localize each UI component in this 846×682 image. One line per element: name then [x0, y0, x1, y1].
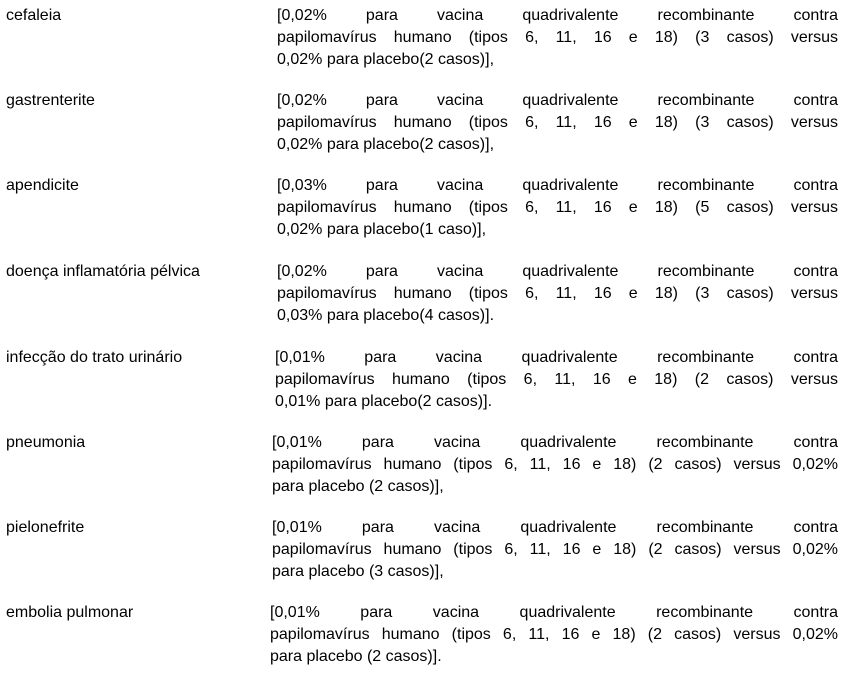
- event-description: [277, 261, 838, 327]
- description-line: para placebo (2 casos)].: [270, 648, 442, 665]
- event-term: cefaleia: [6, 7, 62, 24]
- description-line: papilomavírus humano (tipos 6, 11, 16 e 18) (2 casos) versus: [275, 371, 838, 388]
- list-item: [0, 175, 846, 245]
- description-line: para placebo (2 casos)],: [272, 478, 444, 495]
- description-line: 0,02% para placebo(2 casos)],: [277, 136, 495, 153]
- description-line: papilomavírus humano (tipos 6, 11, 16 e 18) (2 casos) versus 0,02%: [272, 456, 838, 473]
- description-line: papilomavírus humano (tipos 6, 11, 16 e 18) (2 casos) versus 0,02%: [270, 626, 838, 643]
- description-line: [0,01% para vacina quadrivalente recombinante contra: [275, 349, 838, 366]
- list-item: [0, 517, 846, 587]
- description-line: 0,03% para placebo(4 casos)].: [277, 307, 495, 324]
- description-line: [0,03% para vacina quadrivalente recombinante contra: [277, 177, 838, 194]
- description-line: [0,02% para vacina quadrivalente recombinante contra: [277, 263, 838, 280]
- description-line: papilomavírus humano (tipos 6, 11, 16 e 18) (3 casos) versus: [277, 285, 838, 302]
- event-term: pielonefrite: [6, 519, 85, 536]
- list-item: [0, 347, 846, 417]
- event-description: [277, 175, 838, 241]
- event-description: [272, 517, 838, 583]
- description-line: [0,01% para vacina quadrivalente recombinante contra: [270, 604, 838, 621]
- event-term: embolia pulmonar: [6, 604, 134, 621]
- description-line: papilomavírus humano (tipos 6, 11, 16 e 18) (5 casos) versus: [277, 199, 838, 216]
- description-line: [0,01% para vacina quadrivalente recombinante contra: [272, 519, 838, 536]
- list-item: [0, 602, 846, 672]
- event-description: [270, 602, 838, 668]
- description-line: 0,02% para placebo(2 casos)],: [277, 51, 495, 68]
- description-line: papilomavírus humano (tipos 6, 11, 16 e 18) (3 casos) versus: [277, 114, 838, 131]
- description-line: para placebo (3 casos)],: [272, 563, 444, 580]
- description-line: papilomavírus humano (tipos 6, 11, 16 e 18) (3 casos) versus: [277, 29, 838, 46]
- list-item: [0, 432, 846, 502]
- event-term: gastrenterite: [6, 92, 95, 109]
- description-line: 0,02% para placebo(1 caso)],: [277, 221, 487, 238]
- event-description: [277, 5, 838, 71]
- list-item: [0, 5, 846, 75]
- list-item: [0, 261, 846, 331]
- event-term: doença inflamatória pélvica: [6, 263, 200, 280]
- description-line: [0,02% para vacina quadrivalente recombinante contra: [277, 92, 838, 109]
- event-term: pneumonia: [6, 434, 86, 451]
- event-description: [277, 90, 838, 156]
- event-term: apendicite: [6, 177, 79, 194]
- description-line: papilomavírus humano (tipos 6, 11, 16 e 18) (2 casos) versus 0,02%: [272, 541, 838, 558]
- description-line: [0,01% para vacina quadrivalente recombinante contra: [272, 434, 838, 451]
- description-line: [0,02% para vacina quadrivalente recombinante contra: [277, 7, 838, 24]
- list-item: [0, 90, 846, 160]
- event-term: infecção do trato urinário: [6, 349, 183, 366]
- description-line: 0,01% para placebo(2 casos)].: [275, 393, 493, 410]
- event-description: [275, 347, 838, 413]
- event-description: [272, 432, 838, 498]
